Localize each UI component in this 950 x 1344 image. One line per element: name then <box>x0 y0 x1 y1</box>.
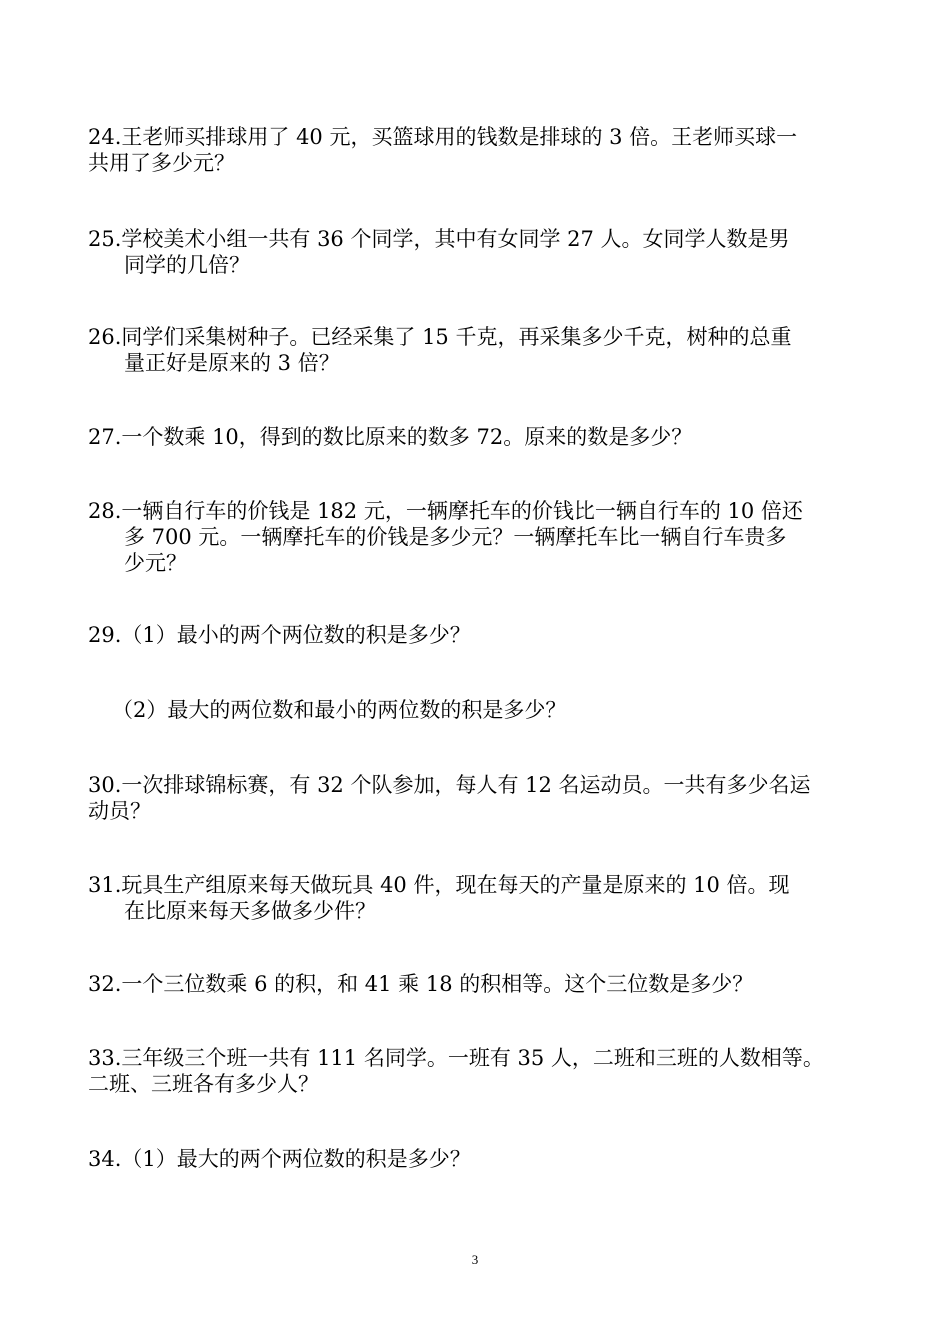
question-33-line-1: 33.三年级三个班一共有 111 名同学。一班有 35 人，二班和三班的人数相等。 <box>88 1046 824 1070</box>
question-31-line-2: 在比原来每天多做多少件？ <box>124 899 376 923</box>
question-25 <box>88 226 888 278</box>
question-29-part-2 <box>112 697 912 723</box>
question-28-line-3: 少元？ <box>124 551 187 575</box>
question-33 <box>88 1045 888 1097</box>
question-24 <box>88 124 888 176</box>
page-number: 3 <box>471 1252 479 1267</box>
question-34-part-1 <box>88 1146 888 1172</box>
question-30 <box>88 772 888 824</box>
question-32 <box>88 971 888 997</box>
question-26-line-1: 26.同学们采集树种子。已经采集了 15 千克，再采集多少千克，树种的总重 <box>88 325 792 349</box>
question-25-line-2: 同学的几倍？ <box>124 253 250 277</box>
question-27-line-1: 27.一个数乘 10，得到的数比原来的数多 72。原来的数是多少？ <box>88 425 693 449</box>
question-31-line-1: 31.玩具生产组原来每天做玩具 40 件，现在每天的产量是原来的 10 倍。现 <box>88 873 790 897</box>
question-29-part-2-line: （2）最大的两位数和最小的两位数的积是多少？ <box>112 698 567 722</box>
question-28-line-2: 多 700 元。一辆摩托车的价钱是多少元？一辆摩托车比一辆自行车贵多 <box>124 525 787 549</box>
question-24-line-1: 24.王老师买排球用了 40 元，买篮球用的钱数是排球的 3 倍。王老师买球一 <box>88 125 798 149</box>
question-32-line-1: 32.一个三位数乘 6 的积，和 41 乘 18 的积相等。这个三位数是多少？ <box>88 972 754 996</box>
question-26-line-2: 量正好是原来的 3 倍？ <box>124 351 340 375</box>
question-31 <box>88 872 888 924</box>
question-24-line-2: 共用了多少元？ <box>88 151 235 175</box>
question-28 <box>88 498 888 576</box>
question-33-line-2: 二班、三班各有多少人？ <box>88 1072 319 1096</box>
question-29-part-1 <box>88 622 888 648</box>
question-30-line-2: 动员？ <box>88 799 151 823</box>
question-25-line-1: 25.学校美术小组一共有 36 个同学，其中有女同学 27 人。女同学人数是男 <box>88 227 790 251</box>
question-29-part-1-line: 29.（1）最小的两个两位数的积是多少？ <box>88 623 471 647</box>
question-27 <box>88 424 888 450</box>
question-26 <box>88 324 888 376</box>
question-28-line-1: 28.一辆自行车的价钱是 182 元，一辆摩托车的价钱比一辆自行车的 10 倍还 <box>88 499 803 523</box>
question-34-part-1-line: 34.（1）最大的两个两位数的积是多少？ <box>88 1147 471 1171</box>
question-30-line-1: 30.一次排球锦标赛，有 32 个队参加，每人有 12 名运动员。一共有多少名运 <box>88 773 811 797</box>
